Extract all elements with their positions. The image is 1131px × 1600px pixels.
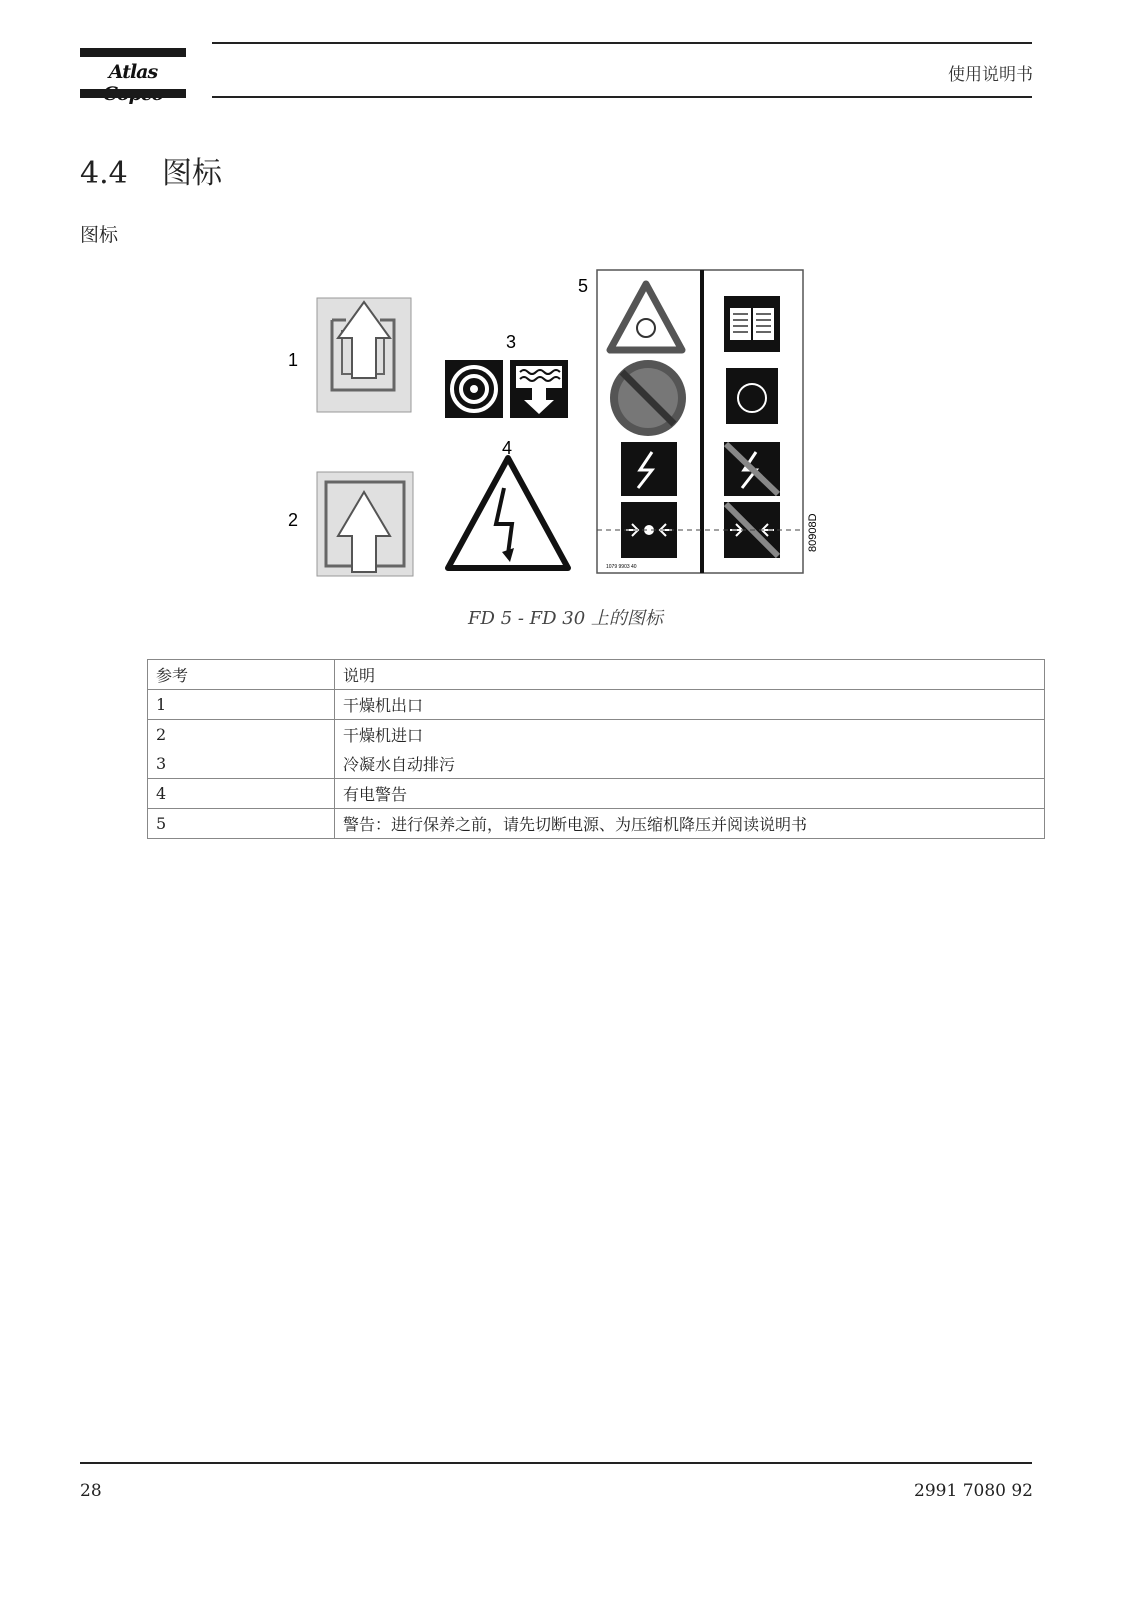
section-title: 图标 xyxy=(162,156,222,191)
section-subtitle: 图标 xyxy=(80,224,119,246)
footer-rule xyxy=(80,1462,1032,1464)
maintenance-warning-decal xyxy=(597,270,803,573)
figure-label-4: 4 xyxy=(502,438,513,458)
figure-caption: FD 5 - FD 30 上的图标 xyxy=(468,608,663,629)
row-ref: 4 xyxy=(148,779,335,809)
figure-label-1: 1 xyxy=(288,350,299,370)
electrical-hazard-icon xyxy=(448,458,568,568)
decal-part-number: 1079 9903 40 xyxy=(606,564,637,570)
table-row xyxy=(148,749,1045,779)
figure-label-3: 3 xyxy=(506,332,517,352)
header-desc: 说明 xyxy=(335,660,1045,690)
dryer-outlet-icon xyxy=(317,298,411,412)
table-header-row xyxy=(148,660,1045,690)
table-row xyxy=(148,779,1045,809)
header-ref: 参考 xyxy=(148,660,335,690)
section-number: 4.4 xyxy=(80,156,128,191)
table-row xyxy=(148,720,1045,750)
header-rule-top xyxy=(212,42,1032,44)
reference-table xyxy=(147,659,1045,839)
page-number: 28 xyxy=(80,1481,102,1501)
figure-label-2: 2 xyxy=(288,510,299,530)
pictogram-figure xyxy=(280,262,840,582)
logo-text: Atlas xyxy=(108,61,158,83)
table-row xyxy=(148,809,1045,839)
row-ref: 2 xyxy=(148,720,335,750)
row-desc: 干燥机出口 xyxy=(335,690,1045,720)
row-ref: 5 xyxy=(148,809,335,839)
figure-code: 80908D xyxy=(807,513,819,552)
row-desc: 警告：进行保养之前，请先切断电源、为压缩机降压并阅读说明书 xyxy=(335,809,1045,839)
row-desc: 冷凝水自动排污 xyxy=(335,749,1045,779)
row-desc: 干燥机进口 xyxy=(335,720,1045,750)
row-desc: 有电警告 xyxy=(335,779,1045,809)
maintenance-icon xyxy=(726,368,778,424)
row-ref: 1 xyxy=(148,690,335,720)
dryer-inlet-icon xyxy=(317,472,413,576)
atlas-copco-logo xyxy=(80,48,186,100)
condensate-drain-icon xyxy=(445,360,568,418)
row-ref: 3 xyxy=(148,749,335,779)
header-doc-title: 使用说明书 xyxy=(948,65,1033,85)
document-number: 2991 7080 92 xyxy=(914,1481,1033,1501)
figure-label-5: 5 xyxy=(578,276,589,296)
section-heading xyxy=(80,148,222,192)
header-rule-bottom xyxy=(212,96,1032,98)
table-row xyxy=(148,690,1045,720)
